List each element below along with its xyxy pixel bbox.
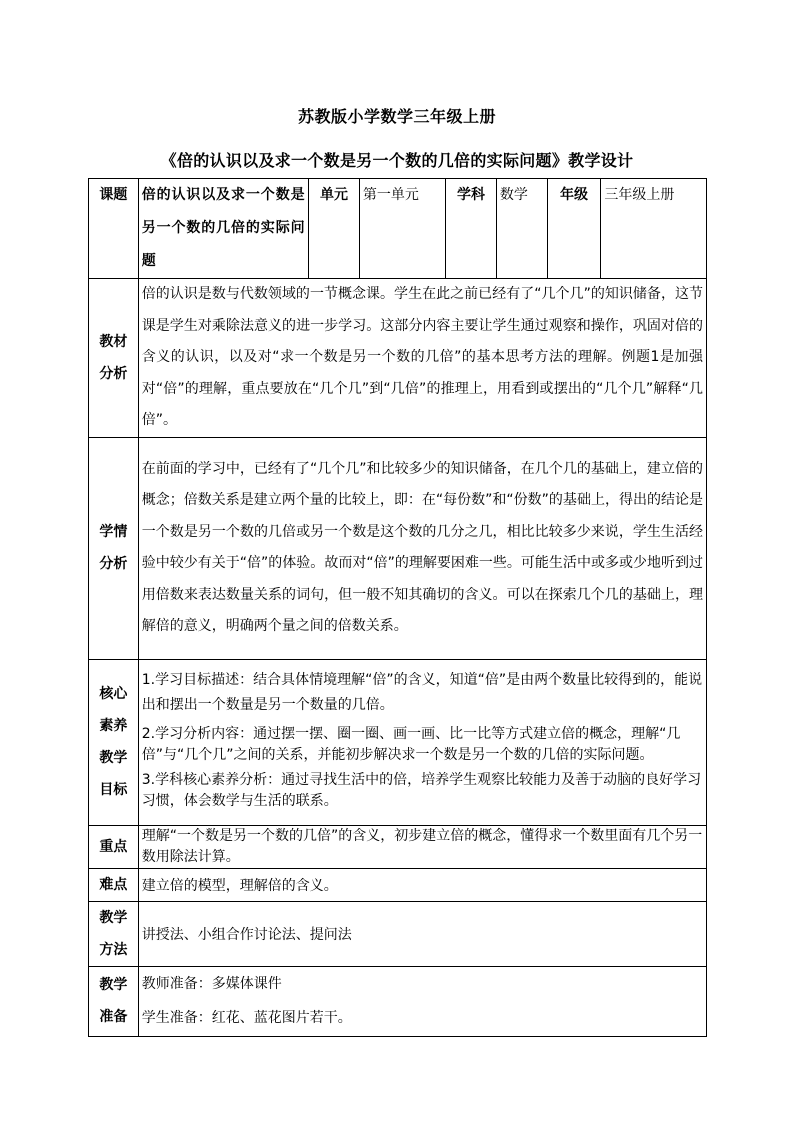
- unit-label: 单元: [309, 179, 360, 279]
- topic-value: 倍的认识以及求一个数是另一个数的几倍的实际问题: [138, 179, 308, 279]
- learner-row: [89, 437, 707, 659]
- prep-label: [89, 966, 139, 1036]
- core-item-1: 1.学习目标描述：结合具体情境理解“倍”的含义，知道“倍”是由两个数量比较得到的，能说出和摆出一个数量是另一个数量的几倍。: [141, 672, 703, 713]
- method-label-line1: 教学: [99, 909, 128, 926]
- difficulty-label: 难点: [89, 868, 139, 901]
- prep-label-line1: 教学: [99, 977, 128, 993]
- key-point-label: 重点: [89, 825, 139, 868]
- learner-label-line2: 分析: [99, 556, 128, 572]
- core-label-line3: 教学: [99, 750, 128, 766]
- subject-label: 学科: [446, 179, 497, 279]
- grade-label: 年级: [547, 179, 601, 279]
- material-text: 倍的认识是数与代数领域的一节概念课。学生在此之前已经有了“几个几”的知识储备，这节课是学生对乘除法意义的进一步学习。这部分内容主要让学生通过观察和操作，巩固对倍的含义的认识，以及对“求一个数是另一个数的几倍”的基本思考方法的理解。例题1是加强对“倍”的理解，重点要放在“几个几”到“几倍”的推理上，用看到或摆出的“几个几”解释“几倍”。: [138, 279, 706, 438]
- core-label: [89, 659, 139, 825]
- learner-label: [89, 437, 139, 659]
- topic-label: 课题: [89, 179, 139, 279]
- core-label-line2: 素养: [99, 718, 128, 734]
- difficulty-text: 建立倍的模型，理解倍的含义。: [138, 868, 706, 901]
- lesson-plan-table: [88, 178, 707, 1037]
- document-subtitle: 《倍的认识以及求一个数是另一个数的几倍的实际问题》教学设计: [160, 151, 634, 170]
- key-point-row: [89, 825, 707, 868]
- material-label: [89, 279, 139, 438]
- subject-value: 数学: [496, 179, 547, 279]
- grade-value: 三年级上册: [601, 179, 707, 279]
- unit-value: 第一单元: [359, 179, 445, 279]
- method-label: [89, 901, 139, 966]
- material-label-line1: 教材: [99, 333, 128, 350]
- material-row: [89, 279, 707, 438]
- prep-label-line2: 准备: [99, 1009, 128, 1025]
- learner-text: 在前面的学习中，已经有了“几个几”和比较多少的知识储备，在几个几的基础上，建立倍的概念；倍数关系是建立两个量的比较上，即：在“每份数”和“份数”的基础上，得出的结论是一个数是另一个数的几倍或另一个数是这个数的几分之几，相比比较多少来说，学生生活经验中较少有关于“倍”的体验。故而对“倍”的理解要困难一些。可能生活中或多或少地听到过用倍数来表达数量关系的词句，但一般不知其确切的含义。可以在探索几个几的基础上，理解倍的意义，明确两个量之间的倍数关系。: [138, 437, 706, 659]
- core-row: [89, 659, 707, 825]
- method-row: [89, 901, 707, 966]
- learner-label-line1: 学情: [99, 524, 128, 540]
- prep-student: 学生准备：红花、蓝花图片若干。: [141, 1010, 352, 1026]
- core-label-line4: 目标: [99, 782, 128, 798]
- prep-teacher: 教师准备：多媒体课件: [141, 976, 282, 992]
- core-item-2: 2.学习分析内容：通过摆一摆、圈一圈、画一画、比一比等方式建立倍的概念，理解“几倍”与“几个几”之间的关系，并能初步解决求一个数是另一个数的几倍的实际问题。: [141, 726, 681, 763]
- prep-text: [138, 966, 706, 1036]
- core-text: [138, 659, 706, 825]
- key-point-text: 理解“一个数是另一个数的几倍”的含义，初步建立倍的概念，懂得求一个数里面有几个另一数用除法计算。: [138, 825, 706, 868]
- core-label-line1: 核心: [99, 686, 128, 702]
- difficulty-row: [89, 868, 707, 901]
- material-label-line2: 分析: [99, 365, 128, 382]
- method-label-line2: 方法: [99, 941, 128, 958]
- document-title: 苏教版小学数学三年级上册: [297, 107, 496, 126]
- core-item-3: 3.学科核心素养分析：通过寻找生活中的倍，培养学生观察比较能力及善于动脑的良好学习习惯，体会数学与生活的联系。: [141, 772, 702, 809]
- method-text: 讲授法、小组合作讨论法、提问法: [138, 901, 706, 966]
- prep-row: [89, 966, 707, 1036]
- info-row: [89, 179, 707, 279]
